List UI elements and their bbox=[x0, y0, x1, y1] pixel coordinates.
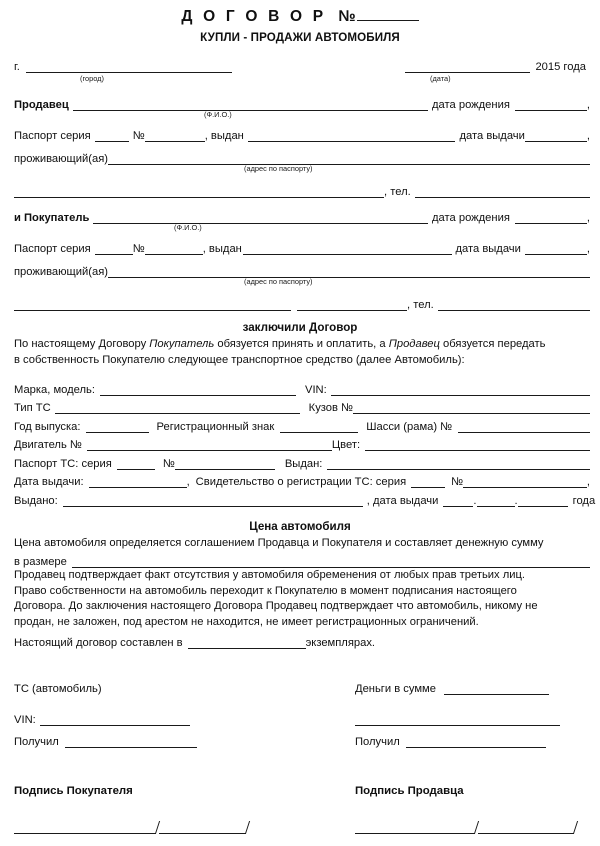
buyer-passport-number-blank[interactable] bbox=[145, 243, 203, 255]
engine-blank[interactable] bbox=[87, 439, 332, 451]
seller-passport-num-label: № bbox=[132, 130, 145, 142]
signature-seller-blank-2[interactable] bbox=[478, 822, 574, 834]
signature-buyer-line[interactable] bbox=[14, 821, 249, 834]
seller-name-blank[interactable] bbox=[73, 99, 428, 111]
vehicle-pts-row bbox=[14, 451, 590, 470]
seller-phone-blank[interactable] bbox=[415, 186, 590, 198]
vehicle-type-row bbox=[14, 396, 590, 415]
buyer-issue-date-suffix: , bbox=[586, 243, 590, 255]
signature-seller-line[interactable] bbox=[355, 821, 577, 834]
seller-birth-blank[interactable] bbox=[515, 99, 587, 111]
vehicle-make-model-row bbox=[14, 377, 590, 396]
issued-year-blank[interactable] bbox=[518, 495, 568, 507]
signature-seller-label: Подпись Продавца bbox=[355, 785, 464, 797]
issued-month-blank[interactable] bbox=[477, 495, 515, 507]
issued-date-label: , дата выдачи bbox=[366, 494, 439, 507]
buyer-passport-label: Паспорт серия bbox=[14, 243, 91, 255]
document-header bbox=[0, 0, 600, 44]
buyer-name-row bbox=[14, 204, 590, 224]
buyer-address-caption-row bbox=[14, 278, 590, 289]
date-blank[interactable] bbox=[405, 61, 530, 73]
page-title: Д О Г О В О Р bbox=[181, 8, 327, 25]
city-field[interactable] bbox=[14, 61, 232, 73]
seller-issued-by-blank[interactable] bbox=[248, 130, 456, 142]
buyer-issued-by-label: , выдан bbox=[202, 243, 242, 255]
buyer-phone-blank[interactable] bbox=[438, 299, 590, 311]
handover-vin-blank[interactable] bbox=[40, 714, 190, 726]
signature-seller-column bbox=[355, 785, 577, 834]
seller-issue-date-suffix: , bbox=[586, 130, 590, 142]
buyer-name-caption: (Ф.И.О.) bbox=[174, 223, 202, 232]
buyer-address-continuation-blank-2[interactable] bbox=[297, 299, 407, 311]
vehicle-details bbox=[0, 377, 600, 507]
handover-received-right-label: Получил bbox=[355, 736, 400, 748]
price-amount-blank[interactable] bbox=[72, 556, 590, 568]
agreement-intro bbox=[0, 337, 600, 368]
buyer-passport-row bbox=[14, 235, 590, 255]
signature-buyer-label: Подпись Покупателя bbox=[14, 785, 133, 797]
buyer-name-label: и Покупатель bbox=[14, 212, 90, 224]
handover-money-blank-2[interactable] bbox=[355, 714, 560, 726]
buyer-issue-date-label: дата выдачи bbox=[455, 243, 521, 255]
chassis-label: Шасси (рама) № bbox=[366, 420, 453, 433]
buyer-address-row bbox=[14, 255, 590, 278]
vehicle-issued-row: Выдано: , дата выдачи . . года bbox=[14, 494, 596, 507]
year-blank[interactable] bbox=[86, 421, 149, 433]
price-line4: Договора. До заключения настоящего Договора Продавец подтверждает что автомобиль, никому не bbox=[14, 600, 538, 612]
price-line5: продан, не заложен, под арестом не находится, не имеет регистрационных ограничений. bbox=[14, 615, 479, 628]
pts-num-label: № bbox=[162, 457, 175, 470]
seller-phone-label: , тел. bbox=[384, 186, 411, 198]
seller-issued-by-label: , выдан bbox=[204, 130, 244, 142]
seller-issue-date-label: дата выдачи bbox=[459, 130, 525, 142]
city-caption: (город) bbox=[80, 74, 104, 83]
copies-blank[interactable] bbox=[188, 637, 306, 649]
handover-vehicle-label: ТС (автомобиль) bbox=[14, 683, 102, 695]
seller-passport-series-blank[interactable] bbox=[95, 130, 129, 142]
vehicle-sts-row bbox=[14, 470, 590, 489]
buyer-block bbox=[0, 204, 600, 311]
issued-label: Выдано: bbox=[14, 494, 58, 507]
handover-received-left-row bbox=[14, 726, 197, 748]
chassis-blank[interactable] bbox=[458, 421, 590, 433]
year-label: 2015 года bbox=[535, 61, 586, 73]
agreement-intro-line2: в собственность Покупателю следующее транспортное средство (далее Автомобиль): bbox=[14, 353, 465, 366]
year-label: Год выпуска: bbox=[14, 420, 81, 433]
seller-birth-label: дата рождения bbox=[432, 99, 510, 111]
agreement-intro-part2: обязуется принять и оплатить, а bbox=[214, 338, 389, 350]
price-line3: Право собственности на автомобиль переходит к Покупателю в момент подписания настоящего bbox=[14, 584, 517, 597]
handover-vehicle-row bbox=[14, 667, 197, 695]
agreement-intro-part3: обязуется передать bbox=[439, 338, 546, 350]
price-heading: Цена автомобиля bbox=[249, 519, 351, 533]
signature-buyer-blank-2[interactable] bbox=[159, 822, 246, 834]
buyer-address-caption: (адрес по паспорту) bbox=[244, 277, 313, 286]
handover-received-left-label: Получил bbox=[14, 736, 59, 748]
copies-row bbox=[14, 630, 590, 649]
type-blank[interactable] bbox=[55, 402, 300, 414]
engine-label: Двигатель № bbox=[14, 439, 82, 451]
seller-address-blank[interactable] bbox=[108, 153, 590, 165]
seller-name-caption-row bbox=[14, 111, 590, 122]
seller-name-row bbox=[14, 91, 590, 111]
issued-day-blank[interactable] bbox=[443, 495, 473, 507]
signature-buyer-blank-1[interactable] bbox=[14, 822, 156, 834]
city-date-row bbox=[0, 61, 600, 87]
buyer-birth-suffix: , bbox=[586, 212, 590, 224]
contract-number-blank[interactable] bbox=[357, 7, 419, 21]
handover-money-row bbox=[355, 667, 560, 695]
sts-num-label: № bbox=[451, 476, 464, 488]
sts-issue-date-suffix: , bbox=[186, 476, 190, 488]
buyer-name-caption-row bbox=[14, 224, 590, 235]
pts-issued-label: Выдан: bbox=[284, 457, 323, 470]
price-amount-row bbox=[14, 551, 590, 568]
seller-passport-label: Паспорт серия bbox=[14, 130, 91, 142]
copies-row-wrap bbox=[0, 630, 600, 649]
handover-money-line2-row bbox=[355, 695, 560, 726]
handover-received-right-row bbox=[355, 726, 560, 748]
buyer-name-blank[interactable] bbox=[93, 212, 428, 224]
seller-phone-row bbox=[14, 176, 590, 198]
document-subtitle: КУПЛИ - ПРОДАЖИ АВТОМОБИЛЯ bbox=[200, 31, 400, 44]
seller-birth-suffix: , bbox=[586, 99, 590, 111]
buyer-address-continuation-blank[interactable] bbox=[14, 299, 291, 311]
seller-residing-label: проживающий(ая) bbox=[14, 153, 108, 165]
sts-label: Свидетельство о регистрации ТС: серия bbox=[195, 476, 407, 488]
contract-number-label: № bbox=[338, 8, 356, 25]
issued-year-label: года bbox=[572, 494, 596, 507]
buyer-residing-label: проживающий(ая) bbox=[14, 266, 108, 278]
seller-block bbox=[0, 91, 600, 198]
vin-label: VIN: bbox=[304, 383, 327, 396]
agreement-intro-seller: Продавец bbox=[388, 338, 440, 350]
copies-prefix-label: Настоящий договор составлен в bbox=[14, 637, 183, 649]
pts-series-blank[interactable] bbox=[117, 458, 155, 470]
seller-passport-row bbox=[14, 122, 590, 142]
handover-right-column bbox=[355, 667, 560, 748]
buyer-passport-num-label: № bbox=[132, 243, 145, 255]
pts-series-label: Паспорт ТС: серия bbox=[14, 457, 112, 470]
body-label: Кузов № bbox=[308, 402, 354, 414]
price-line2: Продавец подтверждает факт отсутствия у автомобиля обременения от любых прав третьих лиц. bbox=[14, 569, 526, 581]
sts-series-blank[interactable] bbox=[411, 476, 445, 488]
handover-received-left-blank[interactable] bbox=[65, 736, 197, 748]
price-amount-row-wrap bbox=[0, 551, 600, 568]
issued-blank[interactable] bbox=[63, 495, 363, 507]
date-caption: (дата) bbox=[430, 74, 451, 83]
handover-vin-row bbox=[14, 695, 197, 726]
seller-address-continuation-blank[interactable] bbox=[14, 186, 384, 198]
sts-number-blank[interactable] bbox=[463, 476, 587, 488]
color-blank[interactable] bbox=[365, 439, 590, 451]
date-field[interactable] bbox=[405, 61, 586, 73]
seller-passport-number-blank[interactable] bbox=[145, 130, 205, 142]
color-label: Цвет: bbox=[331, 439, 361, 451]
buyer-phone-row bbox=[14, 289, 590, 311]
buyer-birth-label: дата рождения bbox=[432, 212, 510, 224]
handover-money-blank[interactable] bbox=[444, 683, 549, 695]
seller-address-caption-row bbox=[14, 165, 590, 176]
seller-address-caption: (адрес по паспорту) bbox=[244, 164, 313, 173]
city-prefix-label: г. bbox=[14, 61, 20, 73]
sts-num-suffix: , bbox=[586, 476, 590, 488]
price-line1: Цена автомобиля определяется соглашением Продавца и Покупателя и составляет денежную сумму bbox=[14, 536, 544, 549]
handover-received-right-blank[interactable] bbox=[406, 736, 546, 748]
vehicle-engine-row bbox=[14, 433, 590, 452]
buyer-phone-label: , тел. bbox=[407, 299, 434, 311]
seller-issue-date-blank[interactable] bbox=[525, 130, 587, 142]
handover-section bbox=[0, 667, 600, 759]
signature-buyer-column bbox=[14, 785, 249, 834]
sts-issue-date-blank[interactable] bbox=[89, 476, 187, 488]
signature-section bbox=[0, 785, 600, 845]
agreement-intro-buyer: Покупатель bbox=[149, 338, 215, 350]
buyer-address-blank[interactable] bbox=[108, 266, 590, 278]
buyer-issue-date-blank[interactable] bbox=[525, 243, 587, 255]
pts-issued-blank[interactable] bbox=[327, 458, 590, 470]
sts-issue-date-label: Дата выдачи: bbox=[14, 476, 84, 488]
buyer-passport-series-blank[interactable] bbox=[95, 243, 133, 255]
body-blank[interactable] bbox=[353, 402, 590, 414]
reg-plate-label: Регистрационный знак bbox=[156, 420, 275, 433]
handover-money-label: Деньги в сумме bbox=[355, 683, 436, 695]
city-blank[interactable] bbox=[26, 61, 232, 73]
vin-blank[interactable] bbox=[331, 384, 590, 396]
contract-number-field[interactable] bbox=[338, 7, 418, 26]
seller-address-row bbox=[14, 142, 590, 165]
vehicle-year-row bbox=[14, 414, 590, 433]
agreement-intro-part1: По настоящему Договору bbox=[14, 338, 150, 350]
handover-left-column bbox=[14, 667, 197, 748]
copies-suffix-label: экземплярах. bbox=[305, 637, 376, 649]
signature-seller-blank-1[interactable] bbox=[355, 822, 475, 834]
seller-name-label: Продавец bbox=[14, 99, 69, 111]
make-model-label: Марка, модель: bbox=[14, 383, 95, 396]
buyer-issued-by-blank[interactable] bbox=[243, 243, 453, 255]
price-amount-label: в размере bbox=[14, 556, 67, 568]
buyer-birth-blank[interactable] bbox=[515, 212, 587, 224]
make-model-blank[interactable] bbox=[100, 384, 296, 396]
reg-plate-blank[interactable] bbox=[280, 421, 358, 433]
type-label: Тип ТС bbox=[14, 402, 51, 414]
seller-name-caption: (Ф.И.О.) bbox=[204, 110, 232, 119]
handover-vin-label: VIN: bbox=[14, 714, 36, 726]
agreement-heading: заключили Договор bbox=[242, 321, 358, 334]
pts-number-blank[interactable] bbox=[175, 458, 275, 470]
